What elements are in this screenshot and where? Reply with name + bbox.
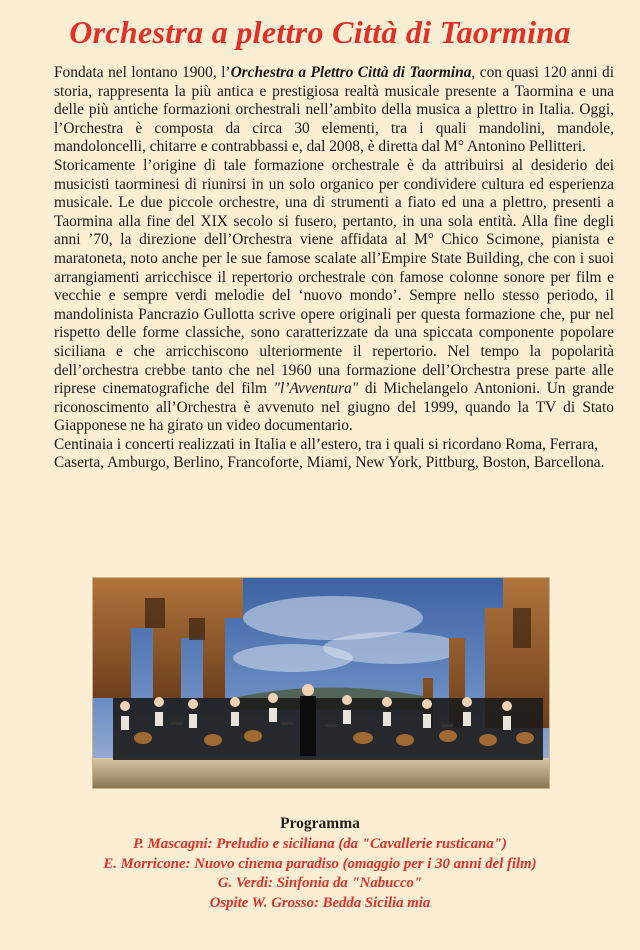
program-item: G. Verdi: Sinfonia da "Nabucco"	[217, 875, 423, 891]
orchestra-name: Orchestra a Plettro Città di Taormina	[230, 64, 472, 81]
history-text-start: Storicamente l’origine di tale formazione orchestrale è da attribuirsi al desiderio dei musicisti taorminesi di riunirsi in un solo organico per condividere cultura ed esperienza musicale. Le due piccole orchestre, una di strumenti a fiato ed una a plettro, presenti a Taormina alla fine del XIX secolo si fusero, pertanto, in una sola entità. Alla fine degli anni ’70, la direzione dell’Orchestra viene affidata al M° Chico Scimone, pianista e maratoneta, noto anche per le sue famose scalate all’Empire State Building, che con i suoi arrangiamenti arricchisce il repertorio orchestrale con famose colonne sonore per film e vecchie e sempre verdi melodie del ‘nuovo mondo’. Sempre nello stesso periodo, il mandolinista Pancrazio Gullotta scrive opere originali per questa formazione che, pur nel rispetto delle forme classiche, sono caratterizzate da una spiccata componente popolare siciliana e che arricchiscono ulteriormente il repertorio. Nel tempo la popolarità dell’orchestra crebbe tanto che nel 1960 una formazione dell’Orchestra prese parte alle riprese cinematografiche del film	[54, 156, 614, 398]
concerts-paragraph: Centinaia i concerti realizzati in Italia e all’estero, tra i quali si ricordano Roma, Ferrara, Caserta, Amburgo, Berlino, Francoforte, Miami, New York, Pittburg, Boston, Barcellona.	[54, 435, 605, 472]
program-item: E. Morricone: Nuovo cinema paradiso (omaggio per i 30 anni del film)	[103, 855, 537, 872]
orchestra-photo	[92, 577, 550, 789]
program-item: P. Mascagni: Preludio e siciliana (da "Cavallerie rusticana")	[133, 836, 507, 852]
program-section	[0, 815, 640, 913]
program-item: Ospite W. Grosso: Bedda Sicilia mia	[209, 894, 431, 911]
intro-text-start: Fondata nel lontano 1900, l’	[54, 64, 231, 81]
page-title: Orchestra a plettro Città di Taormina	[69, 14, 571, 50]
history-paragraph	[54, 157, 614, 436]
history-text-end: di Michelangelo Antonioni. Un grande riconoscimento all’Orchestra è avvenuto nel giugno del 1999, quando la TV di Stato Giapponese ne ha girato un video documentario.	[54, 380, 614, 435]
film-title: "l’Avventura"	[273, 380, 359, 398]
program-heading: Programma	[280, 815, 360, 832]
intro-text-end: , con quasi 120 anni di storia, rappresenta la più antica e prestigiosa realtà musicale presente a Taormina e una delle più antiche formazioni orchestrali nell’ambito della musica a plettro in Italia. Oggi, l’Orchestra è composta da circa 30 elementi, tra i quali mandolini, mandole, mandoloncelli, chitarre e contrabbassi e, dal 2008, è diretta dal M° Antonino Pellitteri.	[54, 64, 614, 156]
body-text	[54, 64, 614, 473]
intro-paragraph	[54, 64, 614, 157]
